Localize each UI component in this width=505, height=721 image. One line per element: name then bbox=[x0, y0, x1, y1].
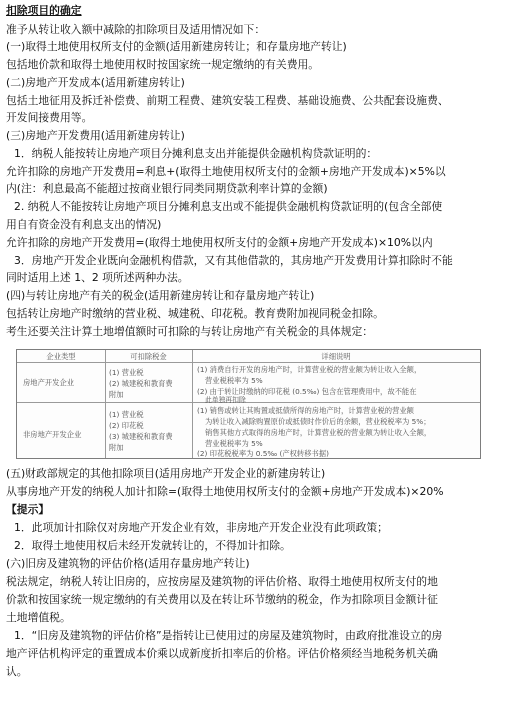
table-cell-tax: 附加 bbox=[109, 443, 124, 452]
paragraph-line: 用自有资金没有利息支出的情况) bbox=[6, 218, 162, 231]
table-cell-detail: (1) 消费自行开发的房地产时，计算营业税的营业额为转让收入全额， bbox=[197, 365, 422, 374]
formula-line: 允许扣除的房地产开发费用=利息+(取得土地使用权所支付的金额+房地产开发成本)×5%以 bbox=[6, 165, 446, 178]
table-cell-detail: 营业税税率为 5% bbox=[205, 439, 263, 448]
section-title: 扣除项目的确定 bbox=[6, 4, 82, 17]
table-cell-tax: (2) 城建税和教育费 bbox=[109, 379, 173, 388]
paragraph-line: 2. 纳税人不能按转让房地产项目分摊利息支出或不能提供金融机构贷款证明的(包含全部使 bbox=[14, 200, 443, 213]
table-cell-tax: (1) 营业税 bbox=[109, 410, 144, 419]
item-3-heading: (三)房地产开发费用(适用新建房转让) bbox=[6, 129, 185, 142]
tax-deduction-table bbox=[16, 349, 481, 459]
paragraph-line: 价款和按国家统一规定缴纳的有关费用以及在转让环节缴纳的税金，作为扣除项目金额计征 bbox=[6, 593, 438, 606]
intro-line: 准予从转让收入额中减除的扣除项目及适用情况如下： bbox=[6, 23, 266, 36]
tip-line: 2．取得土地使用权后未经开发就转让的，不得加计扣除。 bbox=[14, 539, 291, 552]
table-cell-detail: 为转让收入减除购置原价或抵债时作价后的余额，营业税税率为 5%； bbox=[205, 417, 431, 426]
paragraph-line: 3．房地产开发企业既向金融机构借款，又有其他借款的，其房地产开发费用计算扣除时不能 bbox=[14, 254, 453, 267]
formula-line: 从事房地产开发的纳税人加计扣除=(取得土地使用权所支付的金额+房地产开发成本)×20% bbox=[6, 485, 444, 498]
paragraph-line: 开发间接费用等。 bbox=[6, 111, 93, 124]
paragraph-line: 认。 bbox=[6, 665, 28, 678]
table-cell-detail: 此单独再扣除 bbox=[205, 396, 246, 404]
table-cell-type: 房地产开发企业 bbox=[23, 378, 75, 387]
paragraph-line: 土地增值税。 bbox=[6, 611, 71, 624]
table-cell-detail: (2) 印花税税率为 0.5‰ (产权转移书据) bbox=[197, 449, 329, 458]
paragraph-line: 包括转让房地产时缴纳的营业税、城建税、印花税。教育费附加视同税金扣除。 bbox=[6, 307, 384, 320]
table-cell-detail: 营业税税率为 5% bbox=[205, 376, 263, 385]
paragraph-line: 同时适用上述 1、2 项所述两种办法。 bbox=[6, 271, 189, 284]
paragraph-line: 1．纳税人能按转让房地产项目分摊利息支出并能提供金融机构贷款证明的： bbox=[14, 147, 378, 160]
tip-heading: 【提示】 bbox=[6, 503, 50, 516]
table-cell-tax: (3) 城建税和教育费 bbox=[109, 432, 173, 441]
paragraph-line: 包括土地征用及拆迁补偿费、前期工程费、建筑安装工程费、基础设施费、公共配套设施费、 bbox=[6, 94, 449, 107]
table-cell-detail: 销售其他方式取得的房地产时，计算营业税的营业额为转让收入全额， bbox=[205, 428, 432, 437]
table-cell-detail: (1) 销售或转让其购置或抵债所得的房地产时，计算营业税的营业额 bbox=[197, 406, 414, 415]
table-cell-tax: (2) 印花税 bbox=[109, 421, 144, 430]
paragraph-line: 税法规定，纳税人转让旧房的，应按房屋及建筑物的评估价格、取得土地使用权所支付的地 bbox=[6, 575, 438, 588]
item-1-heading: (一)取得土地使用权所支付的金额(适用新建房转让；和存量房地产转让) bbox=[6, 40, 347, 53]
table-header: 详细说明 bbox=[321, 352, 351, 361]
formula-line: 允许扣除的房地产开发费用=(取得土地使用权所支付的金额+房地产开发成本)×10%以内 bbox=[6, 236, 433, 249]
table-cell-tax: (1) 营业税 bbox=[109, 368, 144, 377]
tip-line: 1．此项加计扣除仅对房地产开发企业有效，非房地产开发企业没有此项政策； bbox=[14, 521, 388, 534]
paragraph-line: 地产评估机构评定的重置成本价乘以成新度折扣率后的价格。评估价格须经当地税务机关确 bbox=[6, 647, 438, 660]
item-5-heading: (五)财政部规定的其他扣除项目(适用房地产开发企业的新建房转让) bbox=[6, 467, 326, 480]
table-cell-type: 非房地产开发企业 bbox=[23, 430, 82, 439]
table-cell-detail: (2) 由于转让时缴纳的印花税 (0.5‰) 包含在管理费用中，故不能在 bbox=[197, 387, 417, 396]
table-header: 可扣除税金 bbox=[130, 352, 167, 361]
item-4-heading: (四)与转让房地产有关的税金(适用新建房转让和存量房地产转让) bbox=[6, 289, 315, 302]
paragraph-line: 内(注：利息最高不能超过按商业银行同类同期贷款利率计算的金额) bbox=[6, 182, 328, 195]
item-2-heading: (二)房地产开发成本(适用新建房转让) bbox=[6, 76, 185, 89]
table-cell-tax: 附加 bbox=[109, 390, 124, 399]
paragraph-line: 1．“旧房及建筑物的评估价格”是指转让已使用过的房屋及建筑物时，由政府批准设立的房 bbox=[14, 629, 443, 642]
item-6-heading: (六)旧房及建筑物的评估价格(适用存量房地产转让) bbox=[6, 557, 250, 570]
paragraph-line: 考生还要关注计算土地增值额时可扣除的与转让房地产有关税金的具体规定： bbox=[6, 325, 374, 338]
paragraph-line: 包括地价款和取得土地使用权时按国家统一规定缴纳的有关费用。 bbox=[6, 58, 320, 71]
table-header: 企业类型 bbox=[46, 352, 76, 361]
